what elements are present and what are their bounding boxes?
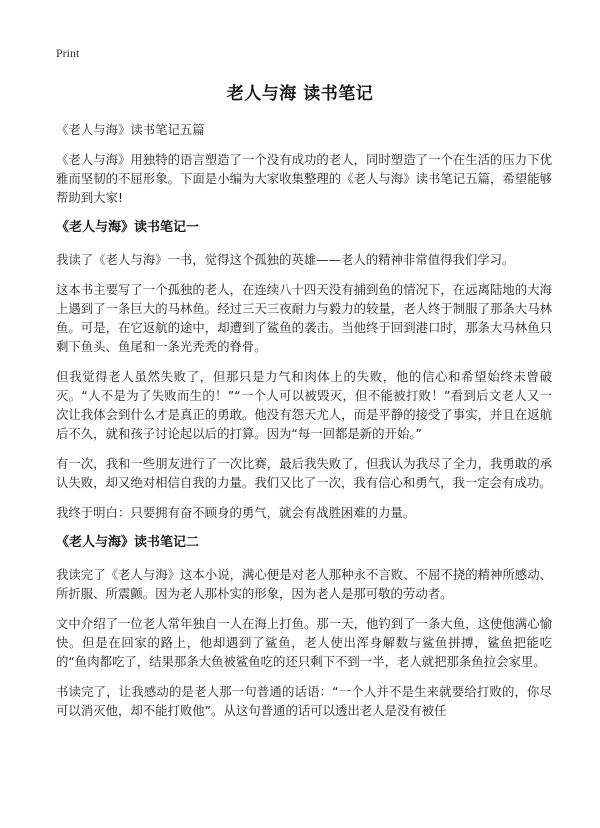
paragraph: 我读完了《老人与海》这本小说，满心便是对老人那种永不言败、不屈不挠的精神所感动、所折服、所震颤。因为老人那朴实的形象，因为老人是那可敬的劳动者。	[56, 567, 552, 601]
page-title: 老人与海 读书笔记	[226, 84, 374, 104]
section-heading-2: 《老人与海》读书笔记二	[56, 535, 200, 550]
paragraph: 有一次，我和一些朋友进行了一次比赛，最后我失败了，但我认为我尽了全力，我勇敢的承认失败，却又绝对相信自我的力量。我们又比了一次，我有信心和勇气，我一定会有成功。	[56, 456, 552, 490]
paragraph: 书读完了，让我感动的是老人那一句普通的话语：“一个人并不是生来就要给打败的，你尽可以消灭他，却不能打败他”。从这句普通的话可以透出老人是没有被任	[56, 684, 552, 718]
intro-subtitle: 《老人与海》读书笔记五篇	[56, 122, 205, 137]
paragraph: 我读了《老人与海》一书，觉得这个孤独的英雄——老人的精神非常值得我们学习。	[56, 252, 515, 267]
paragraph: 但我觉得老人虽然失败了，但那只是力气和肉体上的失败，他的信心和希望始终未曾破灭。“人不是为了失败而生的！”“一个人可以被毁灭，但不能被打败！”看到后文老人又一次让我体会到什么才是真正的勇敢。他没有怨天尤人，而是平静的接受了事实，并且在返航后不久，就和孩子讨论起以后的打算。因为“每一回都是新的开始。”	[56, 369, 552, 441]
section-heading-1: 《老人与海》读书笔记一	[56, 220, 200, 235]
intro-paragraph: 《老人与海》用独特的语言塑造了一个没有成功的老人，同时塑造了一个在生活的压力下优雅而坚韧的不屈形象。下面是小编为大家收集整理的《老人与海》读书笔记五篇，希望能够帮助到大家!	[56, 152, 552, 205]
paragraph: 文中介绍了一位老人常年独自一人在海上打鱼。那一天，他钓到了一条大鱼，这使他满心愉快。但是在回家的路上，他却遇到了鲨鱼，老人使出浑身解数与鲨鱼拼搏，鲨鱼把能吃的“鱼肉都吃了，结果那条大鱼被鲨鱼吃的还只剩下不到一半，老人就把那条鱼拉会家里。	[56, 616, 552, 669]
print-link[interactable]: Print	[56, 46, 80, 60]
article-body	[56, 120, 552, 731]
paragraph: 这本书主要写了一个孤独的老人，在连续八十四天没有捕到鱼的情况下，在远离陆地的大海上遇到了一条巨大的马林鱼。经过三天三夜耐力与毅力的较量，老人终于制服了那条大马林鱼。可是，在它返航的途中，却遭到了鲨鱼的袭击。当他终于回到港口时，那条大马林鱼只剩下鱼头、鱼尾和一条光秃秃的脊骨。	[56, 282, 552, 354]
paragraph: 我终于明白：只要拥有奋不顾身的勇气，就会有战胜困难的力量。	[56, 505, 416, 520]
